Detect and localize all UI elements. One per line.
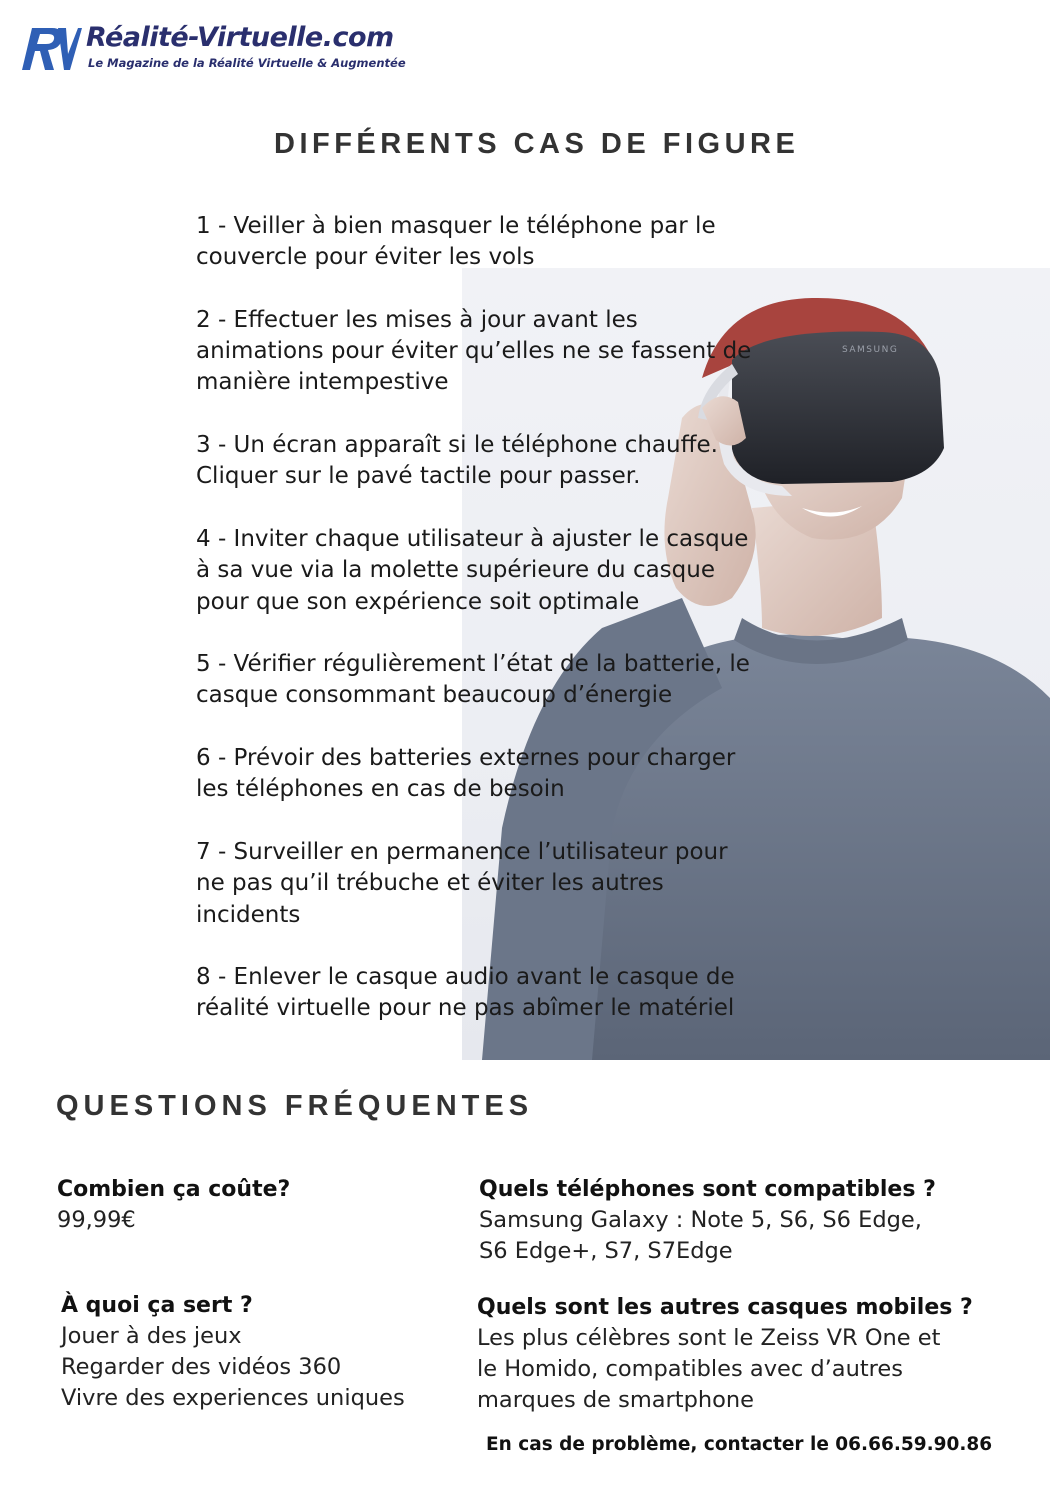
faq-answer <box>477 1323 973 1416</box>
faq-compatible-phones <box>479 1174 936 1267</box>
faq-answer-line: Regarder des vidéos 360 <box>61 1354 342 1380</box>
list-item-line: couvercle pour éviter les vols <box>196 244 535 271</box>
list-item-line: 8 - Enlever le casque audio avant le casque de <box>196 964 735 991</box>
faq-other-headsets <box>477 1292 973 1416</box>
list-item-line: 5 - Vérifier régulièrement l’état de la batterie, le <box>196 651 750 678</box>
list-item-line: casque consommant beaucoup d’énergie <box>196 682 673 709</box>
faq-question: Quels sont les autres casques mobiles ? <box>477 1295 973 1320</box>
list-item-line: 7 - Surveiller en permanence l’utilisateur pour <box>196 838 728 865</box>
list-item-line: 1 - Veiller à bien masquer le téléphone par le <box>196 213 716 239</box>
list-item-line: manière intempestive <box>196 369 449 396</box>
faq-answer-line: Vivre des experiences uniques <box>61 1385 405 1411</box>
list-item-line: incidents <box>196 901 301 928</box>
faq-answer-line: Les plus célèbres sont le Zeiss VR One et <box>477 1325 941 1351</box>
list-item-line: 4 - Inviter chaque utilisateur à ajuster le casque <box>196 525 749 552</box>
list-item-line: 3 - Un écran apparaît si le téléphone chauffe. <box>196 432 718 459</box>
list-item-line: les téléphones en cas de besoin <box>196 776 565 803</box>
faq-answer-line: Samsung Galaxy : Note 5, S6, S6 Edge, <box>479 1207 922 1233</box>
faq-answer-line: marques de smartphone <box>477 1387 755 1413</box>
list-item-line: Cliquer sur le pavé tactile pour passer. <box>196 463 641 490</box>
rv-logo-icon <box>18 24 82 72</box>
faq-price <box>57 1174 290 1236</box>
list-item <box>196 430 836 493</box>
contact-line: En cas de problème, contacter le 06.66.59.90.86 <box>486 1434 993 1455</box>
list-item-line: 2 - Effectuer les mises à jour avant les <box>196 306 638 333</box>
faq-question: Combien ça coûte? <box>57 1177 291 1202</box>
faq-answer <box>479 1205 936 1267</box>
site-logo <box>18 22 448 76</box>
list-item <box>196 305 836 399</box>
list-item-line: ne pas qu’il trébuche et éviter les autres <box>196 870 664 897</box>
list-item-line: animations pour éviter qu’elles ne se fassent de <box>196 338 752 365</box>
case-list <box>196 211 836 1056</box>
list-item-line: à sa vue via la molette supérieure du casque <box>196 557 715 584</box>
faq-usage <box>61 1290 405 1414</box>
section-title-cases: DIFFÉRENTS CAS DE FIGURE <box>274 128 800 160</box>
faq-answer-line: S6 Edge+, S7, S7Edge <box>479 1238 733 1264</box>
faq-answer <box>57 1205 290 1236</box>
faq-question: Quels téléphones sont compatibles ? <box>479 1177 936 1202</box>
list-item <box>196 211 836 274</box>
logo-name: Réalité-Virtuelle.com <box>86 22 394 53</box>
faq-question: À quoi ça sert ? <box>61 1293 253 1318</box>
list-item-line: pour que son expérience soit optimale <box>196 588 640 615</box>
list-item <box>196 837 836 931</box>
logo-tagline: Le Magazine de la Réalité Virtuelle & Augmentée <box>88 56 406 70</box>
faq-answer <box>61 1321 405 1414</box>
list-item <box>196 743 836 806</box>
list-item <box>196 962 836 1025</box>
section-title-faq: QUESTIONS FRÉQUENTES <box>56 1090 534 1122</box>
list-item-line: réalité virtuelle pour ne pas abîmer le matériel <box>196 995 735 1022</box>
list-item <box>196 524 836 618</box>
list-item-line: 6 - Prévoir des batteries externes pour charger <box>196 745 736 772</box>
faq-answer-line: le Homido, compatibles avec d’autres <box>477 1356 903 1382</box>
headset-brand-label: SAMSUNG <box>842 345 899 355</box>
faq-answer-line: Jouer à des jeux <box>61 1323 242 1349</box>
list-item <box>196 649 836 712</box>
faq-answer-line: 99,99€ <box>57 1207 136 1233</box>
